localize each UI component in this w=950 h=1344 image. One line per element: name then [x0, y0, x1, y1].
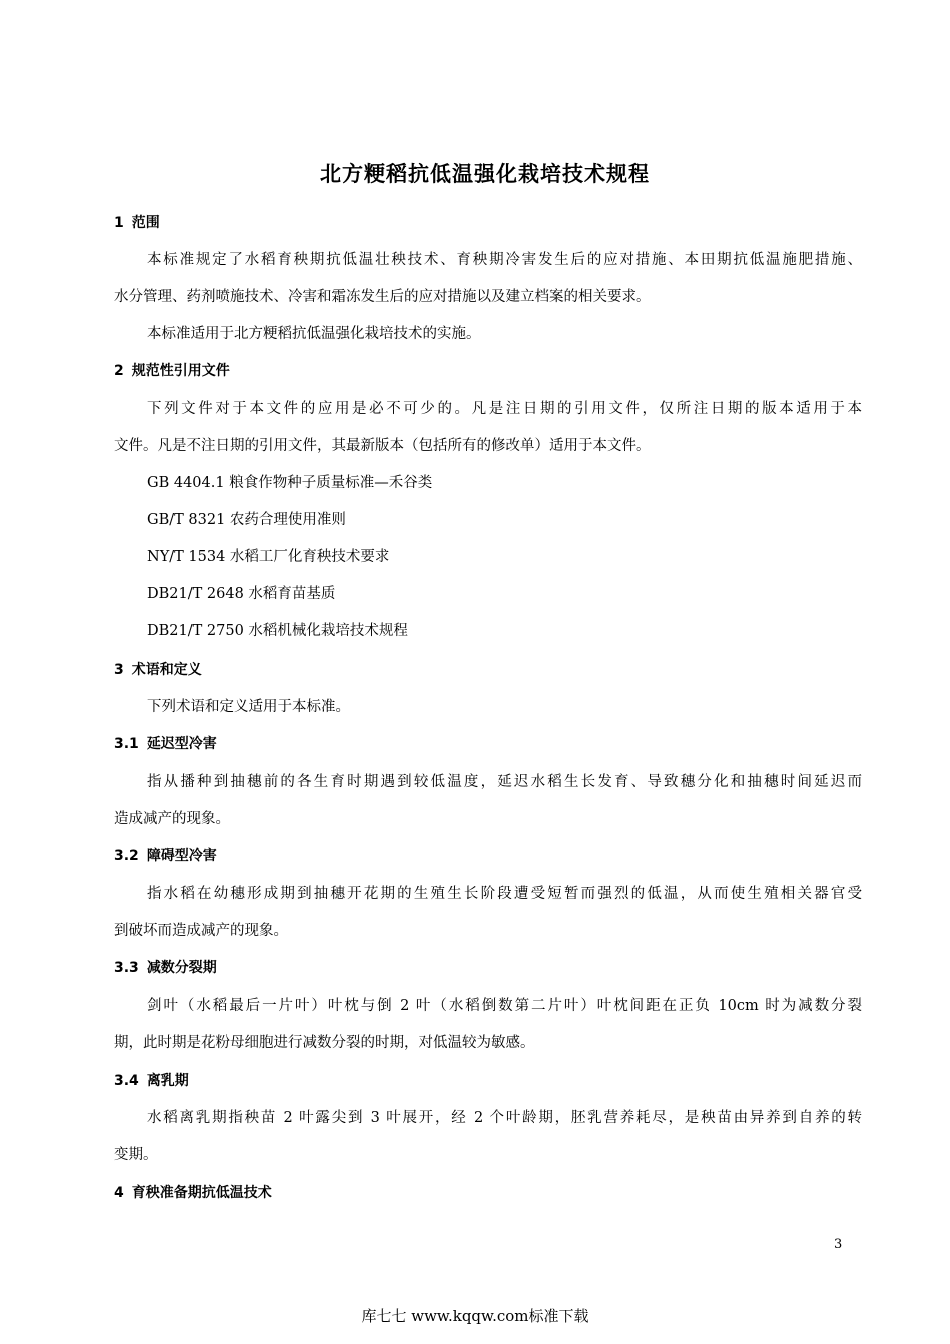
term-3-2-definition-line-2: 到破坏而造成减产的现象。 [114, 923, 288, 939]
section-title: 延迟型冷害 [146, 736, 217, 752]
term-3-4-definition-line-1: 水稻离乳期指秧苗 2 叶露尖到 3 叶展开，经 2 个叶龄期，胚乳营养耗尽，是秧苗由异养到自养的转 [147, 1110, 862, 1126]
section-title: 障碍型冷害 [146, 848, 217, 864]
footer-watermark: 库七七 www.kqqw.com标准下载 [361, 1307, 589, 1325]
section-3-paragraph-1: 下列术语和定义适用于本标准。 [147, 699, 350, 715]
section-title: 术语和定义 [131, 662, 202, 678]
section-title: 育秧准备期抗低温技术 [131, 1185, 272, 1201]
document-title: 北方粳稻抗低温强化栽培技术规程 [320, 162, 650, 186]
term-3-1-definition-line-1: 指从播种到抽穗前的各生育时期遇到较低温度，延迟水稻生长发育、导致穗分化和抽穗时间延迟而 [147, 774, 862, 790]
normative-reference-item: GB 4404.1 粮食作物种子质量标准—禾谷类 [147, 475, 433, 491]
term-3-3-definition-line-1: 剑叶（水稻最后一片叶）叶枕与倒 2 叶（水稻倒数第二片叶）叶枕间距在正负 10cm 时为减数分裂 [147, 998, 862, 1014]
section-3-heading [114, 660, 862, 680]
section-1-paragraph-1-line-2: 水分管理、药剂喷施技术、冷害和霜冻发生后的应对措施以及建立档案的相关要求。 [114, 289, 651, 305]
normative-reference-item: DB21/T 2750 水稻机械化栽培技术规程 [147, 623, 408, 639]
section-title: 范围 [131, 215, 160, 231]
term-3-3-heading [114, 958, 862, 978]
section-number: 3.2 [114, 848, 139, 864]
normative-reference-item: NY/T 1534 水稻工厂化育秧技术要求 [147, 549, 390, 565]
term-3-3-definition-line-2: 期，此时期是花粉母细胞进行减数分裂的时期，对低温较为敏感。 [114, 1035, 535, 1051]
section-number: 3.3 [114, 960, 139, 976]
normative-reference-item: DB21/T 2648 水稻育苗基质 [147, 586, 336, 602]
section-number: 4 [114, 1185, 124, 1201]
term-3-4-heading [114, 1071, 862, 1091]
term-3-4-definition-line-2: 变期。 [114, 1147, 158, 1163]
section-title: 减数分裂期 [146, 960, 217, 976]
section-2-paragraph-1-line-2: 文件。凡是不注日期的引用文件，其最新版本（包括所有的修改单）适用于本文件。 [114, 438, 651, 454]
term-3-1-definition-line-2: 造成减产的现象。 [114, 811, 230, 827]
section-1-paragraph-1-line-1: 本标准规定了水稻育秧期抗低温壮秧技术、育秧期冷害发生后的应对措施、本田期抗低温施肥措施、 [147, 252, 862, 268]
section-number: 2 [114, 363, 124, 379]
section-1-paragraph-2: 本标准适用于北方粳稻抗低温强化栽培技术的实施。 [147, 326, 481, 342]
term-3-2-definition-line-1: 指水稻在幼穗形成期到抽穗开花期的生殖生长阶段遭受短暂而强烈的低温，从而使生殖相关器官受 [147, 886, 862, 902]
section-1-heading [114, 213, 862, 233]
term-3-2-heading [114, 846, 862, 866]
section-2-paragraph-1-line-1: 下列文件对于本文件的应用是必不可少的。凡是注日期的引用文件，仅所注日期的版本适用于本 [147, 401, 862, 417]
section-title: 规范性引用文件 [131, 363, 230, 379]
section-4-heading [114, 1183, 862, 1203]
section-number: 3 [114, 662, 124, 678]
section-2-heading [114, 361, 862, 381]
section-number: 3.4 [114, 1073, 139, 1089]
normative-reference-item: GB/T 8321 农药合理使用准则 [147, 512, 346, 528]
section-title: 离乳期 [146, 1073, 189, 1089]
section-number: 1 [114, 215, 124, 231]
term-3-1-heading [114, 734, 862, 754]
section-number: 3.1 [114, 736, 139, 752]
page-number: 3 [834, 1237, 843, 1252]
